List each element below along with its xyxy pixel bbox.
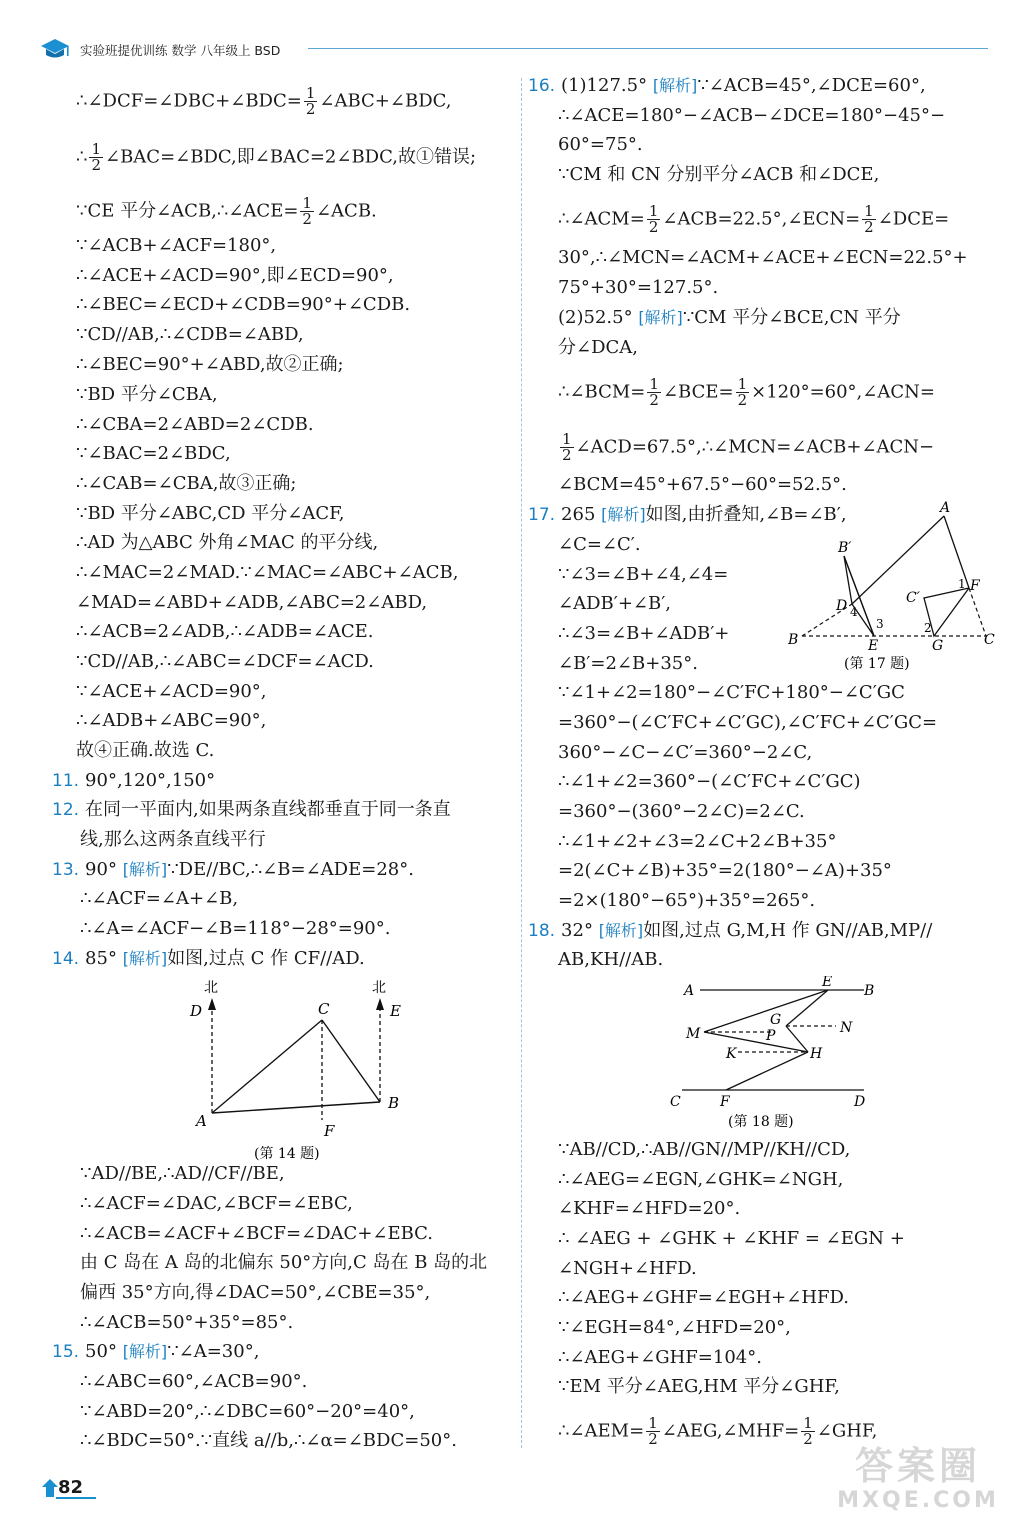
point-label: B — [864, 983, 875, 999]
figure-caption: (第 14 题) — [254, 1146, 320, 1162]
text-line: ∵∠ACE+∠ACD=90°, — [76, 681, 267, 702]
watermark-url: MXQE.COM — [837, 1488, 999, 1513]
point-label: M — [686, 1026, 701, 1042]
text-line: ∴∠AEG=∠EGN,∠GHK=∠NGH, — [558, 1169, 844, 1190]
fraction: $\frac{1}{2}$ — [648, 1414, 658, 1448]
text-line: ∴∠3=∠B+∠ADB′+ — [558, 623, 730, 644]
text-line: (2)52.5° [解析]∵CM 平分∠BCE,CN 平分 — [558, 307, 901, 328]
figure-14-diagram — [182, 978, 422, 1168]
point-label: G — [770, 1012, 782, 1028]
point-label: H — [810, 1046, 823, 1062]
fraction: $\frac{1}{2}$ — [562, 430, 572, 464]
fraction: $\frac{1}{2}$ — [648, 202, 659, 236]
fraction: $\frac{1}{2}$ — [91, 140, 101, 174]
text-line: ∴∠ACB=2∠ADB,∴∠ADB=∠ACE. — [76, 621, 374, 642]
page-number — [40, 1475, 98, 1501]
text-line: ∵BD 平分∠ABC,CD 平分∠ACF, — [76, 503, 345, 524]
text-line: ∴∠AEM= $\frac{1}{2}$ ∠AEG,∠MHF= $\frac{1}{2}$ ∠GHF, — [558, 1414, 878, 1448]
text-line: ∴∠ACE+∠ACD=90°,即∠ECD=90°, — [76, 265, 394, 286]
point-label: D — [836, 598, 848, 614]
north-label: 北 — [204, 980, 218, 996]
text-line: 360°−∠C−∠C′=360°−2∠C, — [558, 742, 813, 763]
text-line: ∴∠MAC=2∠MAD.∵∠MAC=∠ABC+∠ACB, — [76, 562, 459, 583]
text-line: ∠NGH+∠HFD. — [558, 1258, 697, 1279]
fraction: $\frac{1}{2}$ — [864, 202, 874, 236]
text-line: AB,KH//AB. — [558, 949, 664, 970]
point-label: E — [390, 1002, 401, 1020]
north-label: 北 — [372, 980, 386, 996]
text-line: ∴∠AEG+∠GHF=∠EGH+∠HFD. — [558, 1287, 850, 1308]
angle-label: 3 — [876, 617, 884, 631]
text-line: ∵∠BAC=2∠BDC, — [76, 443, 231, 464]
text-line: ∴∠1+∠2+∠3=2∠C+2∠B+35° — [558, 831, 837, 852]
text-line: ∠MAD=∠ABD+∠ADB,∠ABC=2∠ABD, — [76, 592, 428, 613]
point-label: N — [840, 1020, 853, 1036]
point-label: E — [868, 638, 879, 654]
text-line: ∠BCM=45°+67.5°−60°=52.5°. — [558, 474, 847, 495]
book-title: 实验班提优训练 数学 八年级上 BSD — [80, 43, 281, 58]
fraction: $\frac{1}{2}$ — [305, 84, 316, 118]
page-number-text: 82 — [58, 1477, 84, 1498]
text-line: 60°=75°. — [558, 134, 643, 155]
point-label: C′ — [906, 590, 920, 606]
question-14: 14. 85° [解析]如图,过点 C 作 CF//AD. — [52, 948, 365, 969]
text-line: ∴ ∠AEG + ∠GHK + ∠KHF = ∠EGN + — [558, 1228, 905, 1249]
text-line: ∵AD//BE,∴AD//CF//BE, — [80, 1163, 285, 1184]
text-line: ∵BD 平分∠CBA, — [76, 384, 218, 405]
text-line: ∵∠EGH=84°,∠HFD=20°, — [558, 1317, 791, 1338]
point-label: F — [720, 1094, 730, 1110]
point-label: E — [822, 976, 833, 990]
point-label: F — [970, 578, 980, 594]
question-17: 17. 265 [解析]如图,由折叠知,∠B=∠B′, — [528, 504, 847, 525]
text-line: ∠C=∠C′. — [558, 534, 641, 555]
point-label: G — [932, 638, 944, 654]
text-line: ∠KHF=∠HFD=20°. — [558, 1198, 741, 1219]
text-line: ∵AB//CD,∴AB//GN//MP//KH//CD, — [558, 1139, 851, 1160]
figure-18 — [668, 976, 878, 1136]
text-line: ∠B′=2∠B+35°. — [558, 653, 698, 674]
text-line: ∴AD 为△ABC 外角∠MAC 的平分线, — [76, 532, 379, 553]
text-line: ∴∠BEC=90°+∠ABD,故②正确; — [76, 354, 344, 375]
text-line: 分∠DCA, — [558, 337, 639, 358]
text-line: ∵CM 和 CN 分别平分∠ACB 和∠DCE, — [558, 164, 880, 185]
point-label: A — [940, 500, 951, 516]
text-line: $\frac{1}{2}$ ∠ACD=67.5°,∴∠MCN=∠ACB+∠ACN− — [562, 430, 935, 464]
watermark — [818, 1444, 1018, 1522]
point-label: A — [196, 1112, 207, 1130]
text-line: ∴∠BEC=∠ECD+∠CDB=90°+∠CDB. — [76, 294, 411, 315]
question-12: 12. 在同一平面内,如果两条直线都垂直于同一条直 — [52, 799, 451, 820]
page-header — [38, 36, 988, 62]
text-line: ∴∠ACM= $\frac{1}{2}$ ∠ACB=22.5°,∠ECN= $\frac{1}{2}$ ∠DCE= — [558, 202, 950, 236]
text-line: ∴∠BCM= $\frac{1}{2}$ ∠BCE= $\frac{1}{2}$ ×120°=60°,∠ACN= — [558, 375, 935, 409]
text-line: ∴∠ACF=∠DAC,∠BCF=∠EBC, — [80, 1193, 353, 1214]
figure-18-diagram — [668, 976, 878, 1136]
point-label: D — [190, 1002, 203, 1020]
text-line: =2(∠C+∠B)+35°=2(180°−∠A)+35° — [558, 860, 892, 881]
text-line: ∵∠3=∠B+∠4,∠4= — [558, 564, 729, 585]
text-line: ∵EM 平分∠AEG,HM 平分∠GHF, — [558, 1376, 840, 1397]
text-line: 75°+30°=127.5°. — [558, 277, 719, 298]
text-line: 线,那么这两条直线平行 — [80, 829, 266, 850]
point-label: B — [388, 1094, 400, 1112]
point-label: C — [318, 1000, 330, 1018]
question-16: 16. (1)127.5° [解析]∵∠ACB=45°,∠DCE=60°, — [528, 75, 926, 96]
text-line: ∵∠1+∠2=180°−∠C′FC+180°−∠C′GC — [558, 682, 905, 703]
figure-17 — [784, 498, 996, 676]
text-line: ∴∠AEG+∠GHF=104°. — [558, 1347, 762, 1368]
point-label: B′ — [838, 540, 852, 556]
text-line: ∴∠ACE=180°−∠ACB−∠DCE=180°−45°− — [558, 105, 946, 126]
book-logo-icon — [38, 36, 74, 62]
text-line: 偏西 35°方向,得∠DAC=50°,∠CBE=35°, — [80, 1282, 431, 1303]
fraction: $\frac{1}{2}$ — [737, 375, 748, 409]
text-line: ∵CD//AB,∴∠ABC=∠DCF=∠ACD. — [76, 651, 374, 672]
text-line: ∠ADB′+∠B′, — [558, 593, 672, 614]
text-line: ∴∠ADB+∠ABC=90°, — [76, 710, 267, 731]
point-label: D — [854, 1094, 866, 1110]
point-label: P — [766, 1028, 776, 1044]
figure-caption: (第 17 题) — [844, 656, 910, 672]
text-line: ∴∠ACF=∠A+∠B, — [80, 888, 239, 909]
text-line: ∴∠BDC=50°.∵直线 a//b,∴∠α=∠BDC=50°. — [80, 1430, 457, 1451]
question-18: 18. 32° [解析]如图,过点 G,M,H 作 GN//AB,MP// — [528, 920, 933, 941]
fraction: $\frac{1}{2}$ — [302, 194, 312, 228]
watermark-line: 答案圈 — [854, 1444, 981, 1488]
column-divider — [521, 78, 522, 1448]
fraction: $\frac{1}{2}$ — [803, 1414, 813, 1448]
text-line: =360°−(∠C′FC+∠C′GC),∠C′FC+∠C′GC= — [558, 712, 938, 733]
text-line: ∵∠ABD=20°,∴∠DBC=60°−20°=40°, — [80, 1401, 415, 1422]
question-11: 11. 90°,120°,150° — [52, 770, 216, 791]
text-line: ∴∠ABC=60°,∠ACB=90°. — [80, 1371, 308, 1392]
text-line: ∵CD//AB,∴∠CDB=∠ABD, — [76, 324, 304, 345]
point-label: F — [324, 1122, 335, 1140]
point-label: A — [684, 983, 695, 999]
figure-caption: (第 18 题) — [728, 1114, 794, 1130]
angle-label: 2 — [924, 621, 932, 635]
text-line: 故④正确.故选 C. — [76, 740, 215, 761]
text-line: ∴ $\frac{1}{2}$ ∠BAC=∠BDC,即∠BAC=2∠BDC,故①错误; — [76, 140, 477, 174]
text-line: ∴∠CBA=2∠ABD=2∠CDB. — [76, 414, 314, 435]
text-line: =2×(180°−65°)+35°=265°. — [558, 890, 816, 911]
text-line: ∴∠A=∠ACF−∠B=118°−28°=90°. — [80, 918, 391, 939]
text-line: ∴∠ACB=50°+35°=85°. — [80, 1312, 294, 1333]
text-line: ∵∠ACB+∠ACF=180°, — [76, 235, 277, 256]
figure-14 — [182, 978, 422, 1168]
text-line: ∵CE 平分∠ACB,∴∠ACE= $\frac{1}{2}$ ∠ACB. — [76, 194, 377, 228]
text-line: ∴∠CAB=∠CBA,故③正确; — [76, 473, 297, 494]
header-rule — [308, 48, 988, 49]
angle-label: 4 — [850, 605, 858, 619]
question-15: 15. 50° [解析]∵∠A=30°, — [52, 1341, 260, 1362]
point-label: B — [788, 632, 799, 648]
text-line: 由 C 岛在 A 岛的北偏东 50°方向,C 岛在 B 岛的北 — [80, 1252, 488, 1273]
fraction: $\frac{1}{2}$ — [649, 375, 659, 409]
text-line: ∴∠1+∠2=360°−(∠C′FC+∠C′GC) — [558, 771, 861, 792]
text-line: =360°−(360°−2∠C)=2∠C. — [558, 801, 805, 822]
text-line: ∴∠DCF=∠DBC+∠BDC= $\frac{1}{2}$ ∠ABC+∠BDC, — [76, 84, 452, 118]
point-label: C — [670, 1094, 681, 1110]
text-line: 30°,∴∠MCN=∠ACM+∠ACE+∠ECN=22.5°+ — [558, 247, 968, 268]
point-label: K — [726, 1046, 737, 1062]
figure-17-diagram — [784, 498, 996, 676]
point-label: C — [984, 632, 995, 648]
text-line: ∴∠ACB=∠ACF+∠BCF=∠DAC+∠EBC. — [80, 1223, 434, 1244]
angle-label: 1 — [958, 577, 966, 591]
question-13: 13. 90° [解析]∵DE//BC,∴∠B=∠ADE=28°. — [52, 859, 414, 880]
